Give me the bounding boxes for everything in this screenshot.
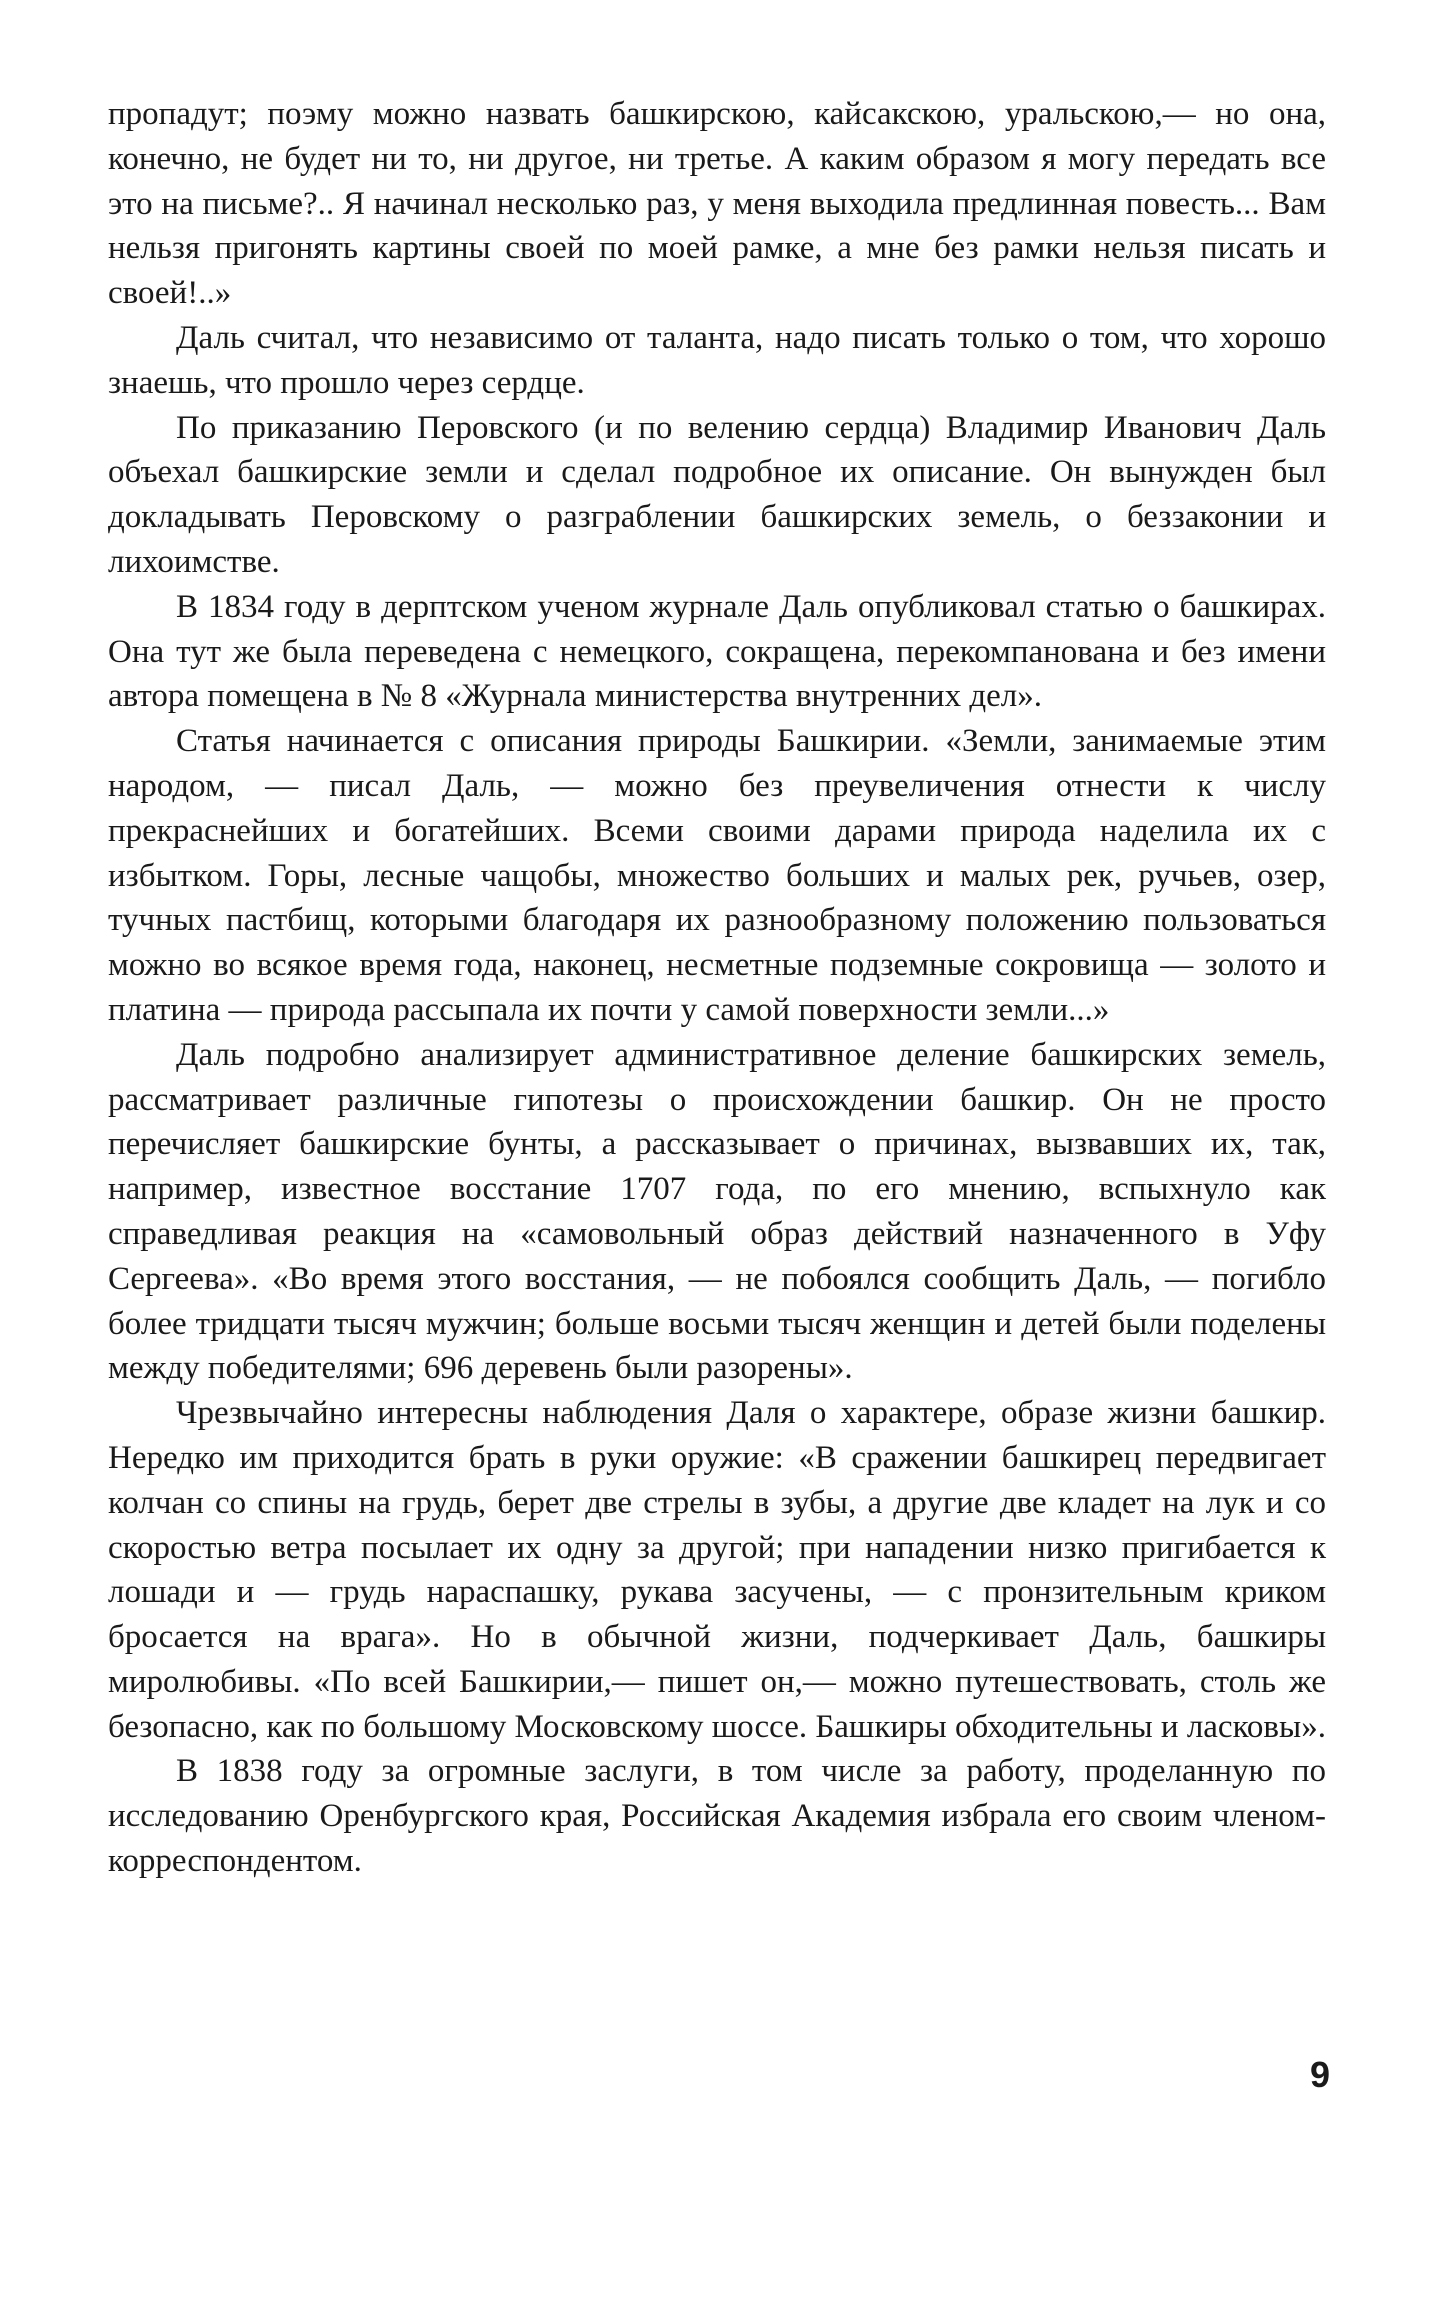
paragraph-7: Чрезвычайно интересны наблюдения Даля о характере, образе жизни башкир. Нередко им приходится брать в руки оружие: «В сражении башкирец передвигает колчан со спины на грудь, берет две стрелы в зубы, а другие две кладет на лук и со скоростью ветра посылает их одну за другой; при нападении низко пригибается к лошади и — грудь нараспашку, рукава засучены, — с пронзительным криком бросается на врага». Но в обычной жизни, подчеркивает Даль, башкиры миролюбивы. «По всей Башкирии,— пишет он,— можно путешествовать, столь же безопасно, как по большому Московскому шоссе. Башкиры обходительны и ласковы». xyxy=(108,1395,1326,1745)
page-number: 9 xyxy=(1309,2054,1330,2095)
body-text xyxy=(108,92,1326,1884)
paragraph-4: В 1834 году в дерптском ученом журнале Даль опубликовал статью о башкирах. Она тут же была переведена с немецкого, сокращена, перекомпанована и без имени автора помещена в № 8 «Журнала министерства внутренних дел». xyxy=(108,588,1326,715)
paragraph-3: По приказанию Перовского (и по велению сердца) Владимир Иванович Даль объехал башкирские земли и сделал подробное их описание. Он вынужден был докладывать Перовскому о разграблении башкирских земель, о беззаконии и лихоимстве. xyxy=(108,409,1326,580)
paragraph-8: В 1838 году за огромные заслуги, в том числе за работу, проделанную по исследованию Оренбургского края, Российская Академия избрала его своим членом-корреспондентом. xyxy=(108,1753,1326,1880)
paragraph-5: Статья начинается с описания природы Башкирии. «Земли, занимаемые этим народом, — писал Даль, — можно без преувеличения отнести к числу прекраснейших и богатейших. Всеми своими дарами природа наделила их с избытком. Горы, лесные чащобы, множество больших и малых рек, ручьев, озер, тучных пастбищ, которыми благодаря их разнообразному положению пользоваться можно во всякое время года, наконец, несметные подземные сокровища — золото и платина — природа рассыпала их почти у самой поверхности земли...» xyxy=(108,723,1326,1028)
paragraph-6: Даль подробно анализирует административное деление башкирских земель, рассматривает различные гипотезы о происхождении башкир. Он не просто перечисляет башкирские бунты, а рассказывает о причинах, вызвавших их, так, например, известное восстание 1707 года, по его мнению, вспыхнуло как справедливая реакция на «самовольный образ действий назначенного в Уфу Сергеева». «Во время этого восстания, — не побоялся сообщить Даль, — погибло более тридцати тысяч мужчин; больше восьми тысяч женщин и детей были поделены между победителями; 696 деревень были разорены». xyxy=(108,1036,1326,1387)
paragraph-2: Даль считал, что независимо от таланта, надо писать только о том, что хорошо знаешь, что прошло через сердце. xyxy=(108,319,1326,401)
paragraph-1: пропадут; поэму можно назвать башкирскою, кайсакскою, уральскою,— но она, конечно, не будет ни то, ни другое, ни третье. А каким образом я могу передать все это на письме?.. Я начинал несколько раз, у меня выходила предлинная повесть... Вам нельзя пригонять картины своей по моей рамке, а мне без рамки нельзя писать и своей!..» xyxy=(108,96,1326,312)
